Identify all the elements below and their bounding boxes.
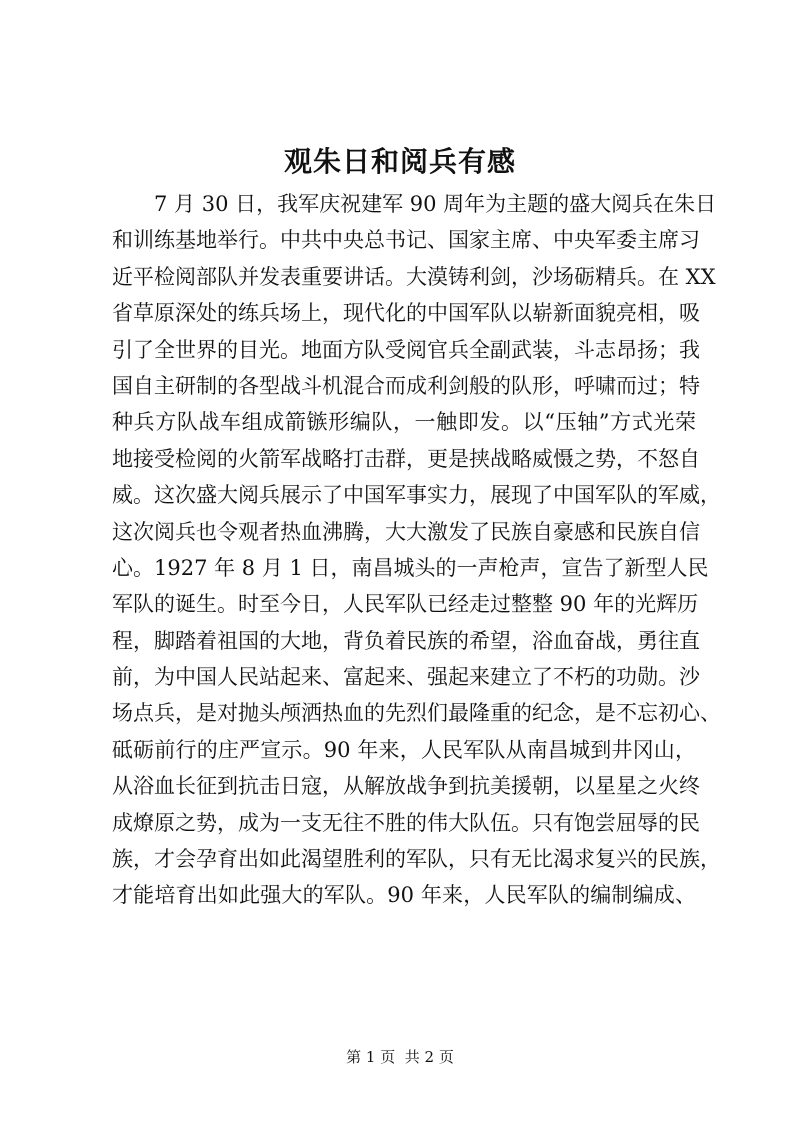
body-line: 威。这次盛大阅兵展示了中国军事实力，展现了中国军队的军威， (112, 483, 721, 508)
page-number-label: 第 1 页 共 2 页 (346, 1048, 454, 1066)
body-line: 前，为中国人民站起来、富起来、强起来建立了不朽的功勋。沙 (112, 665, 700, 690)
body-line: 7 月 30 日，我军庆祝建军 90 周年为主题的盛大阅兵在朱日 (154, 192, 717, 216)
body-line: 程，脚踏着祖国的大地，背负着民族的希望，浴血奋战，勇往直 (112, 628, 700, 653)
body-line: 从浴血长征到抗击日寇，从解放战争到抗美援朝，以星星之火终 (112, 774, 700, 799)
article-body (112, 186, 721, 914)
body-line: 这次阅兵也令观者热血沸腾，大大激发了民族自豪感和民族自信 (112, 519, 700, 544)
body-line: 地接受检阅的火箭军战略打击群，更是挟战略威慑之势，不怒自 (112, 446, 700, 471)
body-line: 成燎原之势，成为一支无往不胜的伟大队伍。只有饱尝屈辱的民 (112, 810, 700, 835)
body-line: 才能培育出如此强大的军队。90 年来，人民军队的编制编成、 (112, 883, 696, 908)
body-line: 砥砺前行的庄严宣示。90 年来，人民军队从南昌城到井冈山， (112, 737, 696, 762)
body-line: 近平检阅部队并发表重要讲话。大漠铸利剑，沙场砺精兵。在 XX (112, 264, 716, 289)
page-footer (0, 1046, 800, 1068)
body-line: 引了全世界的目光。地面方队受阅官兵全副武装，斗志昂扬；我 (112, 337, 700, 362)
body-line: 国自主研制的各型战斗机混合而成利剑般的队形，呼啸而过；特 (112, 373, 700, 398)
body-line: 场点兵，是对抛头颅洒热血的先烈们最隆重的纪念，是不忘初心、 (112, 701, 721, 726)
body-line: 和训练基地举行。中共中央总书记、国家主席、中央军委主席习 (112, 228, 700, 253)
body-line: 心。1927 年 8 月 1 日，南昌城头的一声枪声，宣告了新型人民 (112, 555, 709, 580)
body-line: 军队的诞生。时至今日，人民军队已经走过整整 90 年的光辉历 (112, 592, 699, 617)
body-line: 族，才会孕育出如此渴望胜利的军队，只有无比渴求复兴的民族， (112, 847, 721, 872)
body-line: 省草原深处的练兵场上，现代化的中国军队以崭新面貌亮相，吸 (112, 301, 700, 326)
document-title: 观朱日和阅兵有感 (283, 145, 516, 178)
body-line: 种兵方队战车组成箭镞形编队，一触即发。以“压轴”方式光荣 (112, 410, 696, 435)
